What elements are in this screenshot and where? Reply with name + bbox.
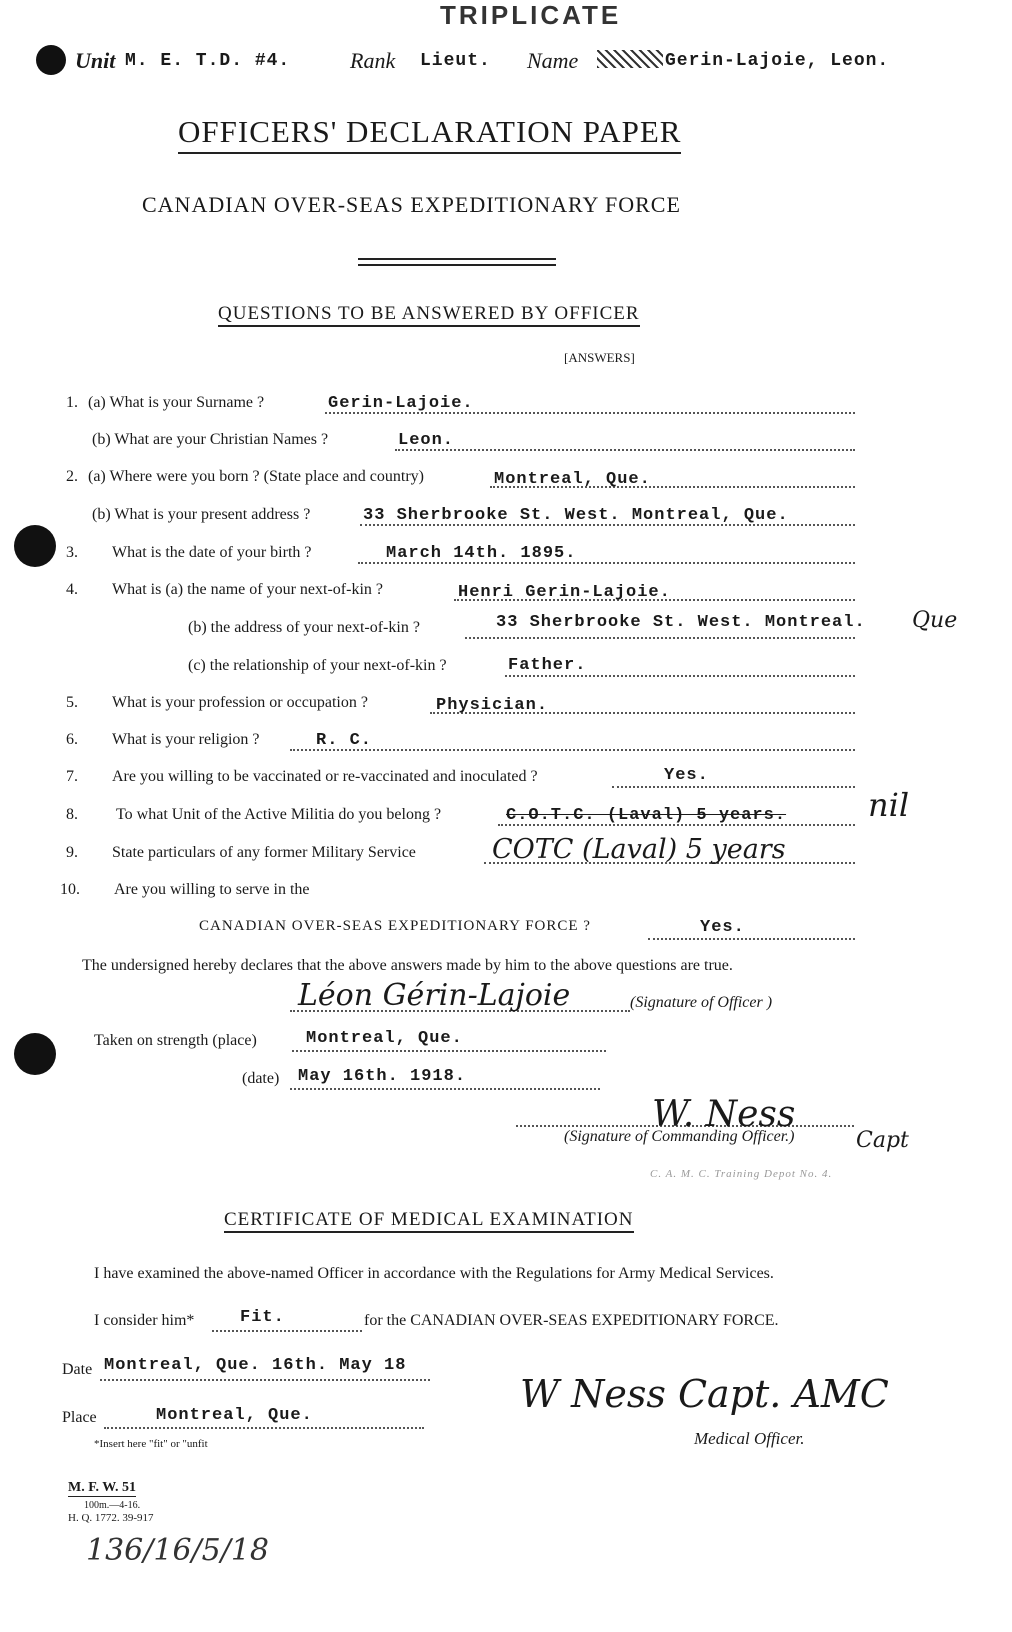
form-code: M. F. W. 51 (68, 1480, 136, 1495)
consider-label: I consider him* (94, 1312, 195, 1329)
form-line3: H. Q. 1772. 39-917 (68, 1512, 154, 1524)
answer-4b: 33 Sherbrooke St. West. Montreal. (496, 613, 866, 632)
question-4c (188, 657, 447, 675)
declaration-text: The undersigned hereby declares that the above answers made by him to the above questions are true. (82, 957, 733, 974)
answer-2b: 33 Sherbrooke St. West. Montreal, Que. (363, 506, 789, 525)
answer-2a: Montreal, Que. (494, 470, 651, 489)
question-10 (60, 881, 310, 899)
officer-signature-caption: (Signature of Officer ) (630, 994, 773, 1011)
taken-date-label: (date) (242, 1070, 280, 1087)
question-text: (b) the address of your next-of-kin ? (188, 619, 420, 636)
medical-date-value: Montreal, Que. 16th. May 18 (104, 1356, 407, 1375)
consider-value: Fit. (240, 1308, 285, 1327)
answer-7-line (612, 766, 855, 788)
question-number: 4. (66, 581, 78, 598)
answers-label: [ANSWERS] (564, 350, 635, 365)
question-10-line2: CANADIAN OVER-SEAS EXPEDITIONARY FORCE ? (199, 918, 591, 934)
medical-statement: I have examined the above-named Officer in accordance with the Regulations for Army Medical Services. (94, 1265, 774, 1282)
question-number: 3. (66, 544, 78, 561)
handwritten-nil: nil (868, 786, 910, 824)
co-signature-caption: (Signature of Commanding Officer.) (564, 1128, 795, 1145)
taken-label: Taken on strength (place) (94, 1032, 257, 1049)
question-text: (b) What is your present address ? (92, 506, 311, 523)
medical-place-value: Montreal, Que. (156, 1406, 313, 1425)
question-4b (188, 619, 420, 637)
question-2b (92, 506, 310, 524)
punch-hole-middle (14, 525, 56, 567)
question-text: (c) the relationship of your next-of-kin ? (188, 657, 447, 674)
answer-1b-line (395, 429, 855, 451)
rank-value: Lieut. (420, 51, 491, 71)
medical-place-label: Place (62, 1409, 97, 1426)
answer-1a: Gerin-Lajoie. (328, 394, 474, 413)
medical-signature: W Ness Capt. AMC (520, 1372, 889, 1416)
consider-suffix: for the CANADIAN OVER-SEAS EXPEDITIONARY FORCE. (364, 1312, 779, 1329)
question-2a (66, 468, 424, 486)
answer-3: March 14th. 1895. (386, 544, 577, 563)
triplicate-stamp: TRIPLICATE (440, 0, 622, 30)
question-text: (a) What is your Surname ? (88, 394, 265, 411)
answer-1b: Leon. (398, 431, 455, 450)
question-number: 9. (66, 844, 78, 861)
question-9 (66, 844, 416, 862)
question-text: State particulars of any former Military Service (112, 844, 416, 861)
answer-9: COTC (Laval) 5 years (492, 834, 786, 865)
co-stamp: C. A. M. C. Training Depot No. 4. (650, 1168, 833, 1180)
co-rank: Capt (856, 1128, 909, 1153)
question-number: 1. (66, 394, 78, 411)
question-5 (66, 694, 368, 712)
answer-5: Physician. (436, 696, 549, 715)
medical-signature-caption: Medical Officer. (694, 1429, 805, 1448)
question-8 (66, 806, 441, 824)
question-number: 7. (66, 768, 78, 785)
taken-place: Montreal, Que. (306, 1029, 463, 1048)
question-text: Are you willing to be vaccinated or re-vaccinated and inoculated ? (112, 768, 538, 785)
footnote: *Insert here "fit" or "unfit (94, 1438, 208, 1450)
medical-heading: CERTIFICATE OF MEDICAL EXAMINATION (224, 1209, 634, 1233)
question-text: (b) What are your Christian Names ? (92, 431, 329, 448)
officer-signature: Léon Gérin-Lajoie (298, 978, 571, 1013)
page-subtitle: CANADIAN OVER-SEAS EXPEDITIONARY FORCE (142, 192, 681, 217)
taken-date: May 16th. 1918. (298, 1067, 467, 1086)
name-label: Name (527, 48, 579, 73)
question-number: 5. (66, 694, 78, 711)
question-number: 6. (66, 731, 78, 748)
medical-date-label: Date (62, 1361, 93, 1378)
handwritten-reference: 136/16/5/18 (86, 1533, 270, 1568)
question-text: (a) Where were you born ? (State place and country) (88, 468, 424, 485)
name-value: Gerin-Lajoie, Leon. (665, 51, 890, 71)
question-text: What is your profession or occupation ? (112, 694, 368, 711)
question-4a (66, 581, 383, 599)
question-3 (66, 544, 312, 562)
question-number: 10. (60, 881, 80, 898)
form-line2: 100m.—4-16. (84, 1500, 141, 1511)
answer-10: Yes. (700, 918, 745, 937)
question-text: What is the date of your birth ? (112, 544, 312, 561)
question-7 (66, 768, 538, 786)
answer-4c: Father. (508, 656, 587, 675)
answer-6-line (290, 729, 855, 751)
rank-label: Rank (350, 48, 396, 73)
question-text: What is (a) the name of your next-of-kin ? (112, 581, 384, 598)
name-strikeout (597, 50, 663, 68)
answer-8: C.O.T.C. (Laval) 5 years. (506, 806, 787, 825)
question-1b (92, 431, 328, 449)
unit-value: M. E. T.D. #4. (125, 51, 291, 71)
co-signature: W. Ness (652, 1094, 796, 1135)
header-row (75, 48, 935, 78)
handwritten-que: Que (912, 608, 958, 633)
double-rule (358, 258, 556, 266)
question-6 (66, 731, 260, 749)
question-text: To what Unit of the Active Militia do you belong ? (116, 806, 442, 823)
answer-6: R. C. (316, 731, 373, 750)
question-1a (66, 394, 264, 412)
answer-4a: Henri Gerin-Lajoie. (458, 583, 671, 602)
unit-label: Unit (75, 48, 116, 73)
question-text: What is your religion ? (112, 731, 260, 748)
answer-7: Yes. (664, 766, 709, 785)
page-title: OFFICERS' DECLARATION PAPER (178, 114, 681, 154)
consider-line (212, 1310, 362, 1332)
question-number: 2. (66, 468, 78, 485)
answer-10-line (648, 918, 855, 940)
punch-hole-top (36, 45, 66, 75)
punch-hole-lower (14, 1033, 56, 1075)
section-heading: QUESTIONS TO BE ANSWERED BY OFFICER (218, 303, 640, 327)
question-text: Are you willing to serve in the (114, 881, 310, 898)
question-number: 8. (66, 806, 78, 823)
